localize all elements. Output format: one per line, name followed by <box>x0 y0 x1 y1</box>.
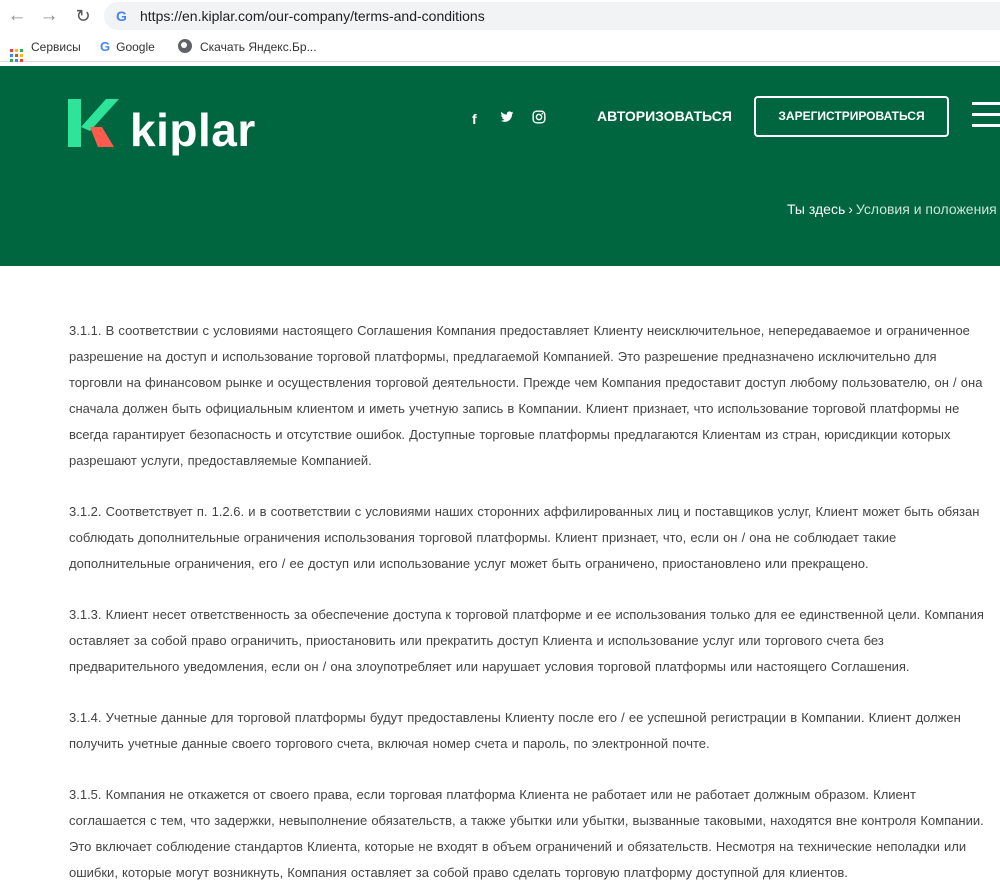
breadcrumb-here: Ты здесь <box>787 201 846 217</box>
bookmark-label: Google <box>116 40 155 54</box>
instagram-icon[interactable] <box>532 110 546 128</box>
google-icon: G <box>116 8 127 24</box>
bookmark-label: Сервисы <box>31 40 81 54</box>
globe-icon <box>178 39 192 53</box>
terms-paragraph: 3.1.5. Компания не откажется от своего права, если торговая платформа Клиента не работает или не работает должным образом. Клиент соглашается с тем, что задержки, невыполнение обязательств, а также убытки или убытки, вызванные таковыми, находятся вне контроля Компании. Это включает соблюдение стандартов Клиента, которые не входят в объем ограничений и обязательств. Несмотря на технические неполадки или ошибки, которые могут возникнуть, Компания оставляет за собой право сделать торговую платформу доступной для клиентов. <box>69 787 984 880</box>
terms-paragraph: 3.1.4. Учетные данные для торговой платформы будут предоставлены Клиенту после его / ее успешной регистрации в Компании. Клиент должен получить учетные данные своего торгового счета, включая номер счета и пароль, по электронной почте. <box>69 710 961 751</box>
url-text[interactable]: https://en.kiplar.com/our-company/terms-and-conditions <box>140 8 485 24</box>
bookmark-label: Скачать Яндекс.Бр... <box>200 40 317 54</box>
signup-button[interactable]: ЗАРЕГИСТРИРОВАТЬСЯ <box>754 96 949 137</box>
breadcrumb-separator: › <box>848 201 853 217</box>
back-arrow-icon[interactable]: ← <box>7 5 27 26</box>
login-link[interactable]: АВТОРИЗОВАТЬСЯ <box>597 108 732 124</box>
twitter-icon[interactable] <box>500 110 514 128</box>
hamburger-menu-icon[interactable] <box>972 102 1000 130</box>
kiplar-logo[interactable] <box>68 97 268 157</box>
browser-toolbar <box>0 0 1000 32</box>
google-icon: G <box>100 39 111 54</box>
terms-paragraph: 3.1.1. В соответствии с условиями настоящего Соглашения Компания предоставляет Клиенту неисключительное, непередаваемое и ограниченное разрешение на доступ и использование торговой платформы, предлагаемой Компанией. Это разрешение предназначено исключительно для торговли на финансовом рынке и осуществления торговой деятельности. Прежде чем Компания предоставит доступ любому пользователю, он / она сначала должен быть официальным клиентом и иметь учетную запись в Компании. Клиент признает, что использование торговой платформы не всегда гарантирует безопасность и отсутствие ошибок. Доступные торговые платформы предлагаются Клиентам из стран, юрисдикции которых разрешают услуги, предоставляемые Компанией. <box>69 323 983 468</box>
breadcrumb-current: Условия и положения <box>855 201 997 217</box>
logo-k-icon <box>68 97 120 149</box>
site-header <box>0 66 1000 266</box>
bookmark-yandex[interactable] <box>178 39 317 55</box>
breadcrumb <box>787 200 997 218</box>
forward-arrow-icon[interactable]: → <box>39 5 59 26</box>
bookmark-google[interactable] <box>100 39 155 55</box>
terms-paragraph: 3.1.2. Соответствует п. 1.2.6. и в соответствии с условиями наших сторонних аффилированных лиц и поставщиков услуг, Клиент может быть обязан соблюдать дополнительные ограничения использования торговой платформы. Клиент признает, что, если он / она не соблюдает такие дополнительные ограничения, его / ее доступ или использование услуг может быть ограничено, приостановлено или прекращено. <box>69 504 980 571</box>
reload-icon[interactable]: ↻ <box>75 6 91 26</box>
bookmark-services[interactable] <box>10 39 81 55</box>
logo-wordmark: kiplar <box>130 104 256 156</box>
address-bar[interactable] <box>104 2 1000 30</box>
terms-content <box>69 318 994 889</box>
facebook-icon[interactable]: f <box>472 111 477 127</box>
terms-paragraph: 3.1.3. Клиент несет ответственность за обеспечение доступа к торговой платформе и ее использования только для ее единственной цели. Компания оставляет за собой право ограничить, приостановить или прекратить доступ Клиента и использование услуг или торгового счета без предварительного уведомления, если он / она злоупотребляет или нарушает условия торговой платформы или настоящего Соглашения. <box>69 607 984 674</box>
bookmarks-bar <box>0 32 1000 62</box>
apps-icon <box>10 49 23 62</box>
